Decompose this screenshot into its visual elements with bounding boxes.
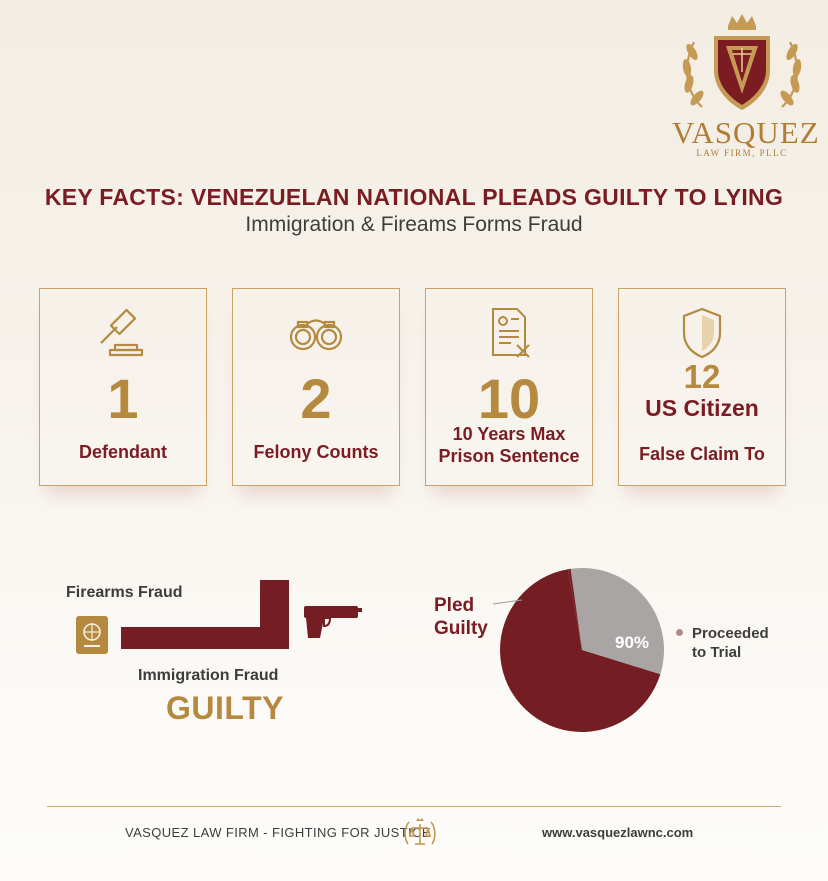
stat-number: 12 xyxy=(683,358,721,395)
footer-divider xyxy=(47,806,781,807)
pie-annotation-line2: Guilty xyxy=(434,618,488,639)
immigration-fraud-label: Immigration Fraud xyxy=(138,667,279,684)
page-title: KEY FACTS: VENEZUELAN NATIONAL PLEADS GUILTY TO LYING xyxy=(44,184,784,210)
stat-card-prison-sentence xyxy=(425,288,593,486)
firearms-fraud-label: Firearms Fraud xyxy=(66,584,183,601)
stat-label: Felony Counts xyxy=(253,442,379,462)
stat-card-false-claim xyxy=(618,288,786,486)
stat-card-felony-counts xyxy=(232,288,400,486)
footer-tagline: VASQUEZ LAW FIRM - FIGHTING FOR JUSTICE xyxy=(125,825,431,840)
pie-annotation-line1: Pled xyxy=(434,595,475,616)
pie-chart xyxy=(490,560,680,740)
document-rejected-icon xyxy=(481,305,537,361)
firm-logo xyxy=(672,12,820,158)
legend-label xyxy=(692,624,769,662)
handgun-icon xyxy=(304,606,362,638)
stat-label: False Claim To xyxy=(639,444,765,464)
shield-icon xyxy=(674,305,730,361)
fraud-connector-graphic xyxy=(74,578,364,658)
stat-label-big: US Citizen xyxy=(645,395,759,421)
pie-slice-label: 90% xyxy=(614,633,650,652)
stat-label: Defendant xyxy=(78,442,167,462)
stat-number: 1 xyxy=(107,367,139,430)
stat-number: 10 xyxy=(477,367,541,430)
legend-label-line2: to Trial xyxy=(692,644,742,661)
scales-emblem-icon xyxy=(402,816,438,852)
stat-card-defendant xyxy=(39,288,207,486)
passport-icon xyxy=(76,616,108,654)
stat-label-line2: Prison Sentence xyxy=(438,446,580,466)
handcuffs-icon xyxy=(288,305,344,361)
page-subtitle: Immigration & Fireams Forms Fraud xyxy=(245,213,583,236)
crest-with-scales-icon xyxy=(672,12,812,124)
gavel-icon xyxy=(95,305,151,361)
verdict-label: GUILTY xyxy=(166,690,284,726)
logo-wordmark: VASQUEZ xyxy=(672,115,820,150)
legend-label-line1: Proceeded xyxy=(692,625,769,642)
footer-website-link[interactable]: www.vasquezlawnc.com xyxy=(542,825,694,840)
stat-label-line1: 10 Years Max xyxy=(452,424,566,444)
pie-annotation xyxy=(434,594,488,640)
stat-number: 2 xyxy=(300,367,332,430)
logo-subline: LAW FIRM, PLLC xyxy=(696,148,788,158)
legend-marker xyxy=(676,629,683,636)
